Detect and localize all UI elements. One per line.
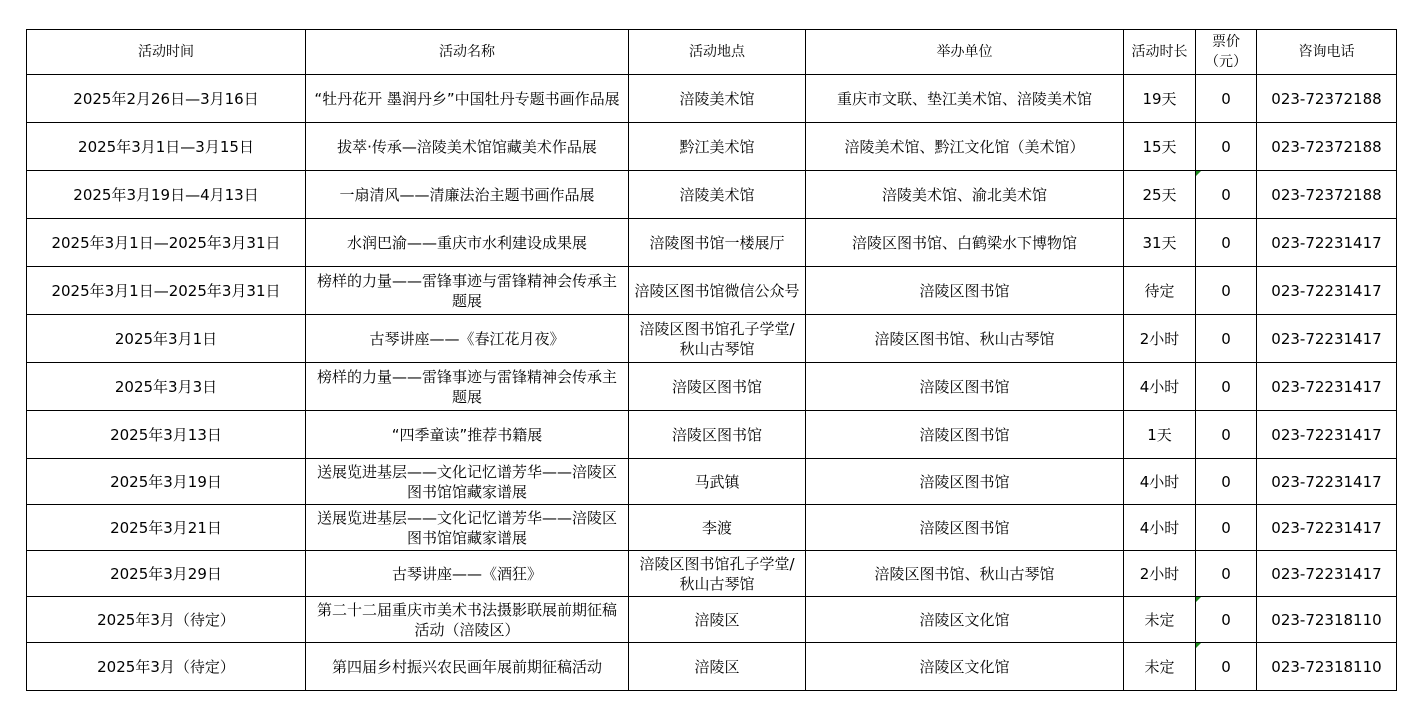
cell-duration-text: 未定 [1144,610,1175,629]
cell-organizer-text: 涪陵美术馆、黔江文化馆（美术馆） [844,137,1085,156]
cell-contact-phone[interactable] [1257,171,1397,219]
cell-duration-text: 4小时 [1139,518,1180,537]
cell-contact-phone[interactable] [1257,643,1397,691]
cell-activity-time[interactable] [27,505,306,551]
cell-venue-text: 涪陵图书馆一楼展厅 [649,233,785,252]
activity-table [26,29,1397,691]
cell-organizer-text: 涪陵区图书馆 [919,518,1010,537]
cell-activity-time-text: 2025年3月13日 [110,425,222,444]
cell-duration[interactable] [1124,75,1196,123]
cell-activity-name-text: 第四届乡村振兴农民画年展前期征稿活动 [331,657,602,676]
cell-ticket-price[interactable] [1196,411,1257,459]
table-row [27,171,1397,219]
cell-ticket-price[interactable] [1196,267,1257,315]
cell-contact-phone[interactable] [1257,363,1397,411]
cell-activity-time[interactable] [27,267,306,315]
cell-contact-phone-text: 023-72231417 [1271,233,1382,252]
cell-activity-time[interactable] [27,411,306,459]
cell-ticket-price-text: 0 [1221,425,1231,444]
cell-ticket-price-text: 0 [1221,472,1231,491]
cell-activity-time-text: 2025年2月26日—3月16日 [73,89,259,108]
cell-contact-phone-text: 023-72372188 [1271,185,1382,204]
cell-activity-name[interactable] [306,551,629,597]
cell-venue[interactable] [629,505,806,551]
cell-organizer-text: 涪陵区图书馆 [919,472,1010,491]
table-row [27,459,1397,505]
cell-activity-time-text: 2025年3月3日 [114,377,218,396]
cell-duration-text: 2小时 [1139,564,1180,583]
cell-organizer[interactable] [806,267,1124,315]
cell-activity-name-text: 第二十二届重庆市美术书法摄影联展前期征稿活动（涪陵区） [316,600,617,639]
cell-organizer-text: 涪陵区图书馆、白鹤梁水下博物馆 [851,233,1077,252]
cell-ticket-price-text: 0 [1221,329,1231,348]
cell-organizer[interactable] [806,505,1124,551]
cell-venue[interactable] [629,597,806,643]
header-activity-name[interactable]: 活动名称 [306,30,629,75]
cell-ticket-price[interactable] [1196,459,1257,505]
cell-activity-name[interactable] [306,123,629,171]
cell-duration[interactable] [1124,643,1196,691]
cell-activity-time[interactable] [27,315,306,363]
cell-contact-phone-text: 023-72318110 [1271,657,1382,676]
cell-venue-text: 李渡 [701,518,732,537]
table-row [27,505,1397,551]
header-organizer[interactable]: 举办单位 [806,30,1124,75]
cell-contact-phone-text: 023-72372188 [1271,89,1382,108]
cell-activity-time[interactable] [27,219,306,267]
cell-venue-text: 涪陵区图书馆 [671,377,762,396]
cell-ticket-price[interactable] [1196,123,1257,171]
cell-organizer[interactable] [806,597,1124,643]
cell-contact-phone-text: 023-72231417 [1271,329,1382,348]
cell-activity-name[interactable] [306,75,629,123]
cell-venue[interactable] [629,643,806,691]
cell-contact-phone-text: 023-72318110 [1271,610,1382,629]
cell-activity-time[interactable] [27,123,306,171]
cell-contact-phone-text: 023-72372188 [1271,137,1382,156]
cell-activity-name-text: “四季童读”推荐书籍展 [391,425,543,444]
cell-organizer-text: 涪陵区图书馆 [919,281,1010,300]
cell-activity-name-text: 送展览进基层——文化记忆谱芳华——涪陵区图书馆馆藏家谱展 [316,508,617,547]
cell-activity-name-text: 送展览进基层——文化记忆谱芳华——涪陵区图书馆馆藏家谱展 [316,462,617,501]
cell-venue-text: 涪陵区图书馆孔子学堂/秋山古琴馆 [639,554,795,593]
cell-activity-name-text: 一扇清风——清廉法治主题书画作品展 [339,185,595,204]
cell-duration-text: 31天 [1142,233,1177,252]
cell-organizer[interactable] [806,171,1124,219]
cell-activity-time[interactable] [27,551,306,597]
cell-contact-phone[interactable] [1257,315,1397,363]
table-row [27,551,1397,597]
cell-activity-name-text: “牡丹花开 墨润丹乡”中国牡丹专题书画作品展 [314,89,620,108]
cell-organizer-text: 涪陵区文化馆 [919,657,1010,676]
cell-ticket-price[interactable] [1196,597,1257,643]
cell-ticket-price-text: 0 [1221,657,1231,676]
cell-duration[interactable] [1124,315,1196,363]
cell-ticket-price-text: 0 [1221,89,1231,108]
cell-activity-time[interactable] [27,643,306,691]
cell-activity-time[interactable] [27,363,306,411]
cell-organizer[interactable] [806,363,1124,411]
cell-activity-name-text: 古琴讲座——《春江花月夜》 [369,329,565,348]
cell-activity-name[interactable] [306,505,629,551]
cell-activity-time-text: 2025年3月1日—3月15日 [78,137,254,156]
cell-contact-phone-text: 023-72231417 [1271,425,1382,444]
cell-comment-indicator-icon [1196,597,1201,602]
cell-ticket-price-text: 0 [1221,564,1231,583]
table-body [27,75,1397,691]
cell-activity-time-text: 2025年3月1日—2025年3月31日 [51,233,281,252]
header-ticket-price[interactable]: 票价（元） [1196,30,1257,75]
cell-activity-name-text: 水润巴渝——重庆市水利建设成果展 [346,233,587,252]
cell-ticket-price-text: 0 [1221,610,1231,629]
table-row [27,643,1397,691]
cell-contact-phone[interactable] [1257,505,1397,551]
cell-activity-name[interactable] [306,315,629,363]
cell-venue[interactable] [629,551,806,597]
cell-organizer[interactable] [806,459,1124,505]
cell-activity-time-text: 2025年3月21日 [110,518,222,537]
cell-ticket-price[interactable] [1196,171,1257,219]
cell-ticket-price[interactable] [1196,505,1257,551]
cell-contact-phone-text: 023-72231417 [1271,281,1382,300]
cell-activity-name[interactable] [306,597,629,643]
cell-activity-name[interactable] [306,267,629,315]
cell-duration[interactable] [1124,505,1196,551]
cell-duration[interactable] [1124,459,1196,505]
header-contact-phone[interactable]: 咨询电话 [1257,30,1397,75]
cell-duration-text: 25天 [1142,185,1177,204]
header-duration[interactable]: 活动时长 [1124,30,1196,75]
cell-contact-phone[interactable] [1257,123,1397,171]
cell-duration[interactable] [1124,267,1196,315]
cell-venue[interactable] [629,315,806,363]
cell-venue-text: 涪陵区图书馆孔子学堂/秋山古琴馆 [639,319,795,358]
table-row [27,363,1397,411]
cell-ticket-price[interactable] [1196,315,1257,363]
cell-ticket-price[interactable] [1196,643,1257,691]
cell-activity-name-text: 拔萃·传承—涪陵美术馆馆藏美术作品展 [337,137,597,156]
cell-organizer[interactable] [806,219,1124,267]
cell-venue[interactable] [629,171,806,219]
cell-activity-time[interactable] [27,459,306,505]
cell-contact-phone[interactable] [1257,267,1397,315]
cell-ticket-price-text: 0 [1221,233,1231,252]
table-row [27,219,1397,267]
cell-ticket-price-text: 0 [1221,281,1231,300]
cell-duration-text: 4小时 [1139,377,1180,396]
cell-activity-time-text: 2025年3月19日 [110,472,222,491]
cell-contact-phone[interactable] [1257,219,1397,267]
cell-ticket-price[interactable] [1196,363,1257,411]
cell-ticket-price-text: 0 [1221,185,1231,204]
cell-duration-text: 未定 [1144,657,1175,676]
cell-organizer-text: 重庆市文联、垫江美术馆、涪陵美术馆 [836,89,1092,108]
cell-organizer-text: 涪陵区文化馆 [919,610,1010,629]
cell-contact-phone[interactable] [1257,75,1397,123]
cell-activity-name-text: 古琴讲座——《酒狂》 [391,564,542,583]
cell-venue[interactable] [629,123,806,171]
cell-venue-text: 涪陵美术馆 [679,89,755,108]
cell-activity-name-text: 榜样的力量——雷锋事迹与雷锋精神会传承主题展 [316,271,617,310]
cell-duration-text: 1天 [1147,425,1172,444]
cell-duration-text: 待定 [1144,281,1175,300]
cell-venue-text: 涪陵区 [694,657,740,676]
cell-activity-time-text: 2025年3月19日—4月13日 [73,185,259,204]
table-row [27,267,1397,315]
cell-activity-time[interactable] [27,597,306,643]
cell-duration[interactable] [1124,219,1196,267]
cell-duration[interactable] [1124,123,1196,171]
cell-activity-name[interactable] [306,643,629,691]
cell-venue[interactable] [629,267,806,315]
cell-venue-text: 马武镇 [694,472,740,491]
cell-contact-phone[interactable] [1257,459,1397,505]
cell-organizer-text: 涪陵区图书馆 [919,425,1010,444]
cell-duration[interactable] [1124,171,1196,219]
cell-activity-time[interactable] [27,171,306,219]
cell-activity-time-text: 2025年3月1日—2025年3月31日 [51,281,281,300]
cell-activity-name[interactable] [306,411,629,459]
cell-duration-text: 2小时 [1139,329,1180,348]
cell-organizer[interactable] [806,315,1124,363]
cell-comment-indicator-icon [1196,171,1201,176]
cell-organizer[interactable] [806,123,1124,171]
cell-activity-time-text: 2025年3月（待定） [97,657,235,676]
table-header-row [27,30,1397,75]
cell-activity-name[interactable] [306,171,629,219]
cell-venue[interactable] [629,75,806,123]
cell-ticket-price-text: 0 [1221,518,1231,537]
cell-contact-phone[interactable] [1257,597,1397,643]
cell-activity-name[interactable] [306,363,629,411]
cell-activity-name[interactable] [306,459,629,505]
cell-contact-phone-text: 023-72231417 [1271,564,1382,583]
cell-duration[interactable] [1124,363,1196,411]
cell-venue[interactable] [629,411,806,459]
cell-contact-phone-text: 023-72231417 [1271,518,1382,537]
table-row [27,411,1397,459]
cell-organizer[interactable] [806,411,1124,459]
cell-venue-text: 涪陵区图书馆微信公众号 [634,281,800,300]
cell-duration[interactable] [1124,597,1196,643]
cell-venue[interactable] [629,363,806,411]
cell-contact-phone-text: 023-72231417 [1271,472,1382,491]
cell-venue-text: 涪陵区 [694,610,740,629]
activity-schedule-sheet [26,29,1397,691]
cell-contact-phone[interactable] [1257,411,1397,459]
cell-duration-text: 4小时 [1139,472,1180,491]
table-row [27,315,1397,363]
cell-venue[interactable] [629,459,806,505]
cell-activity-name-text: 榜样的力量——雷锋事迹与雷锋精神会传承主题展 [316,367,617,406]
cell-venue-text: 涪陵美术馆 [679,185,755,204]
cell-venue-text: 黔江美术馆 [679,137,755,156]
cell-ticket-price-text: 0 [1221,137,1231,156]
header-activity-time[interactable]: 活动时间 [27,30,306,75]
cell-contact-phone[interactable] [1257,551,1397,597]
cell-duration-text: 19天 [1142,89,1177,108]
cell-organizer[interactable] [806,551,1124,597]
cell-comment-indicator-icon [1196,643,1201,648]
cell-ticket-price[interactable] [1196,75,1257,123]
cell-organizer-text: 涪陵区图书馆 [919,377,1010,396]
cell-organizer-text: 涪陵区图书馆、秋山古琴馆 [874,564,1055,583]
cell-ticket-price-text: 0 [1221,377,1231,396]
cell-organizer[interactable] [806,75,1124,123]
cell-organizer-text: 涪陵美术馆、渝北美术馆 [881,185,1047,204]
cell-activity-time-text: 2025年3月1日 [114,329,218,348]
cell-activity-time[interactable] [27,75,306,123]
cell-duration[interactable] [1124,551,1196,597]
cell-ticket-price[interactable] [1196,219,1257,267]
cell-duration[interactable] [1124,411,1196,459]
cell-duration-text: 15天 [1142,137,1177,156]
cell-venue-text: 涪陵区图书馆 [671,425,762,444]
cell-ticket-price[interactable] [1196,551,1257,597]
cell-organizer[interactable] [806,643,1124,691]
cell-organizer-text: 涪陵区图书馆、秋山古琴馆 [874,329,1055,348]
cell-activity-name[interactable] [306,219,629,267]
cell-activity-time-text: 2025年3月（待定） [97,610,235,629]
cell-venue[interactable] [629,219,806,267]
header-activity-venue[interactable]: 活动地点 [629,30,806,75]
table-row [27,123,1397,171]
table-row [27,75,1397,123]
table-row [27,597,1397,643]
cell-activity-time-text: 2025年3月29日 [110,564,222,583]
cell-contact-phone-text: 023-72231417 [1271,377,1382,396]
